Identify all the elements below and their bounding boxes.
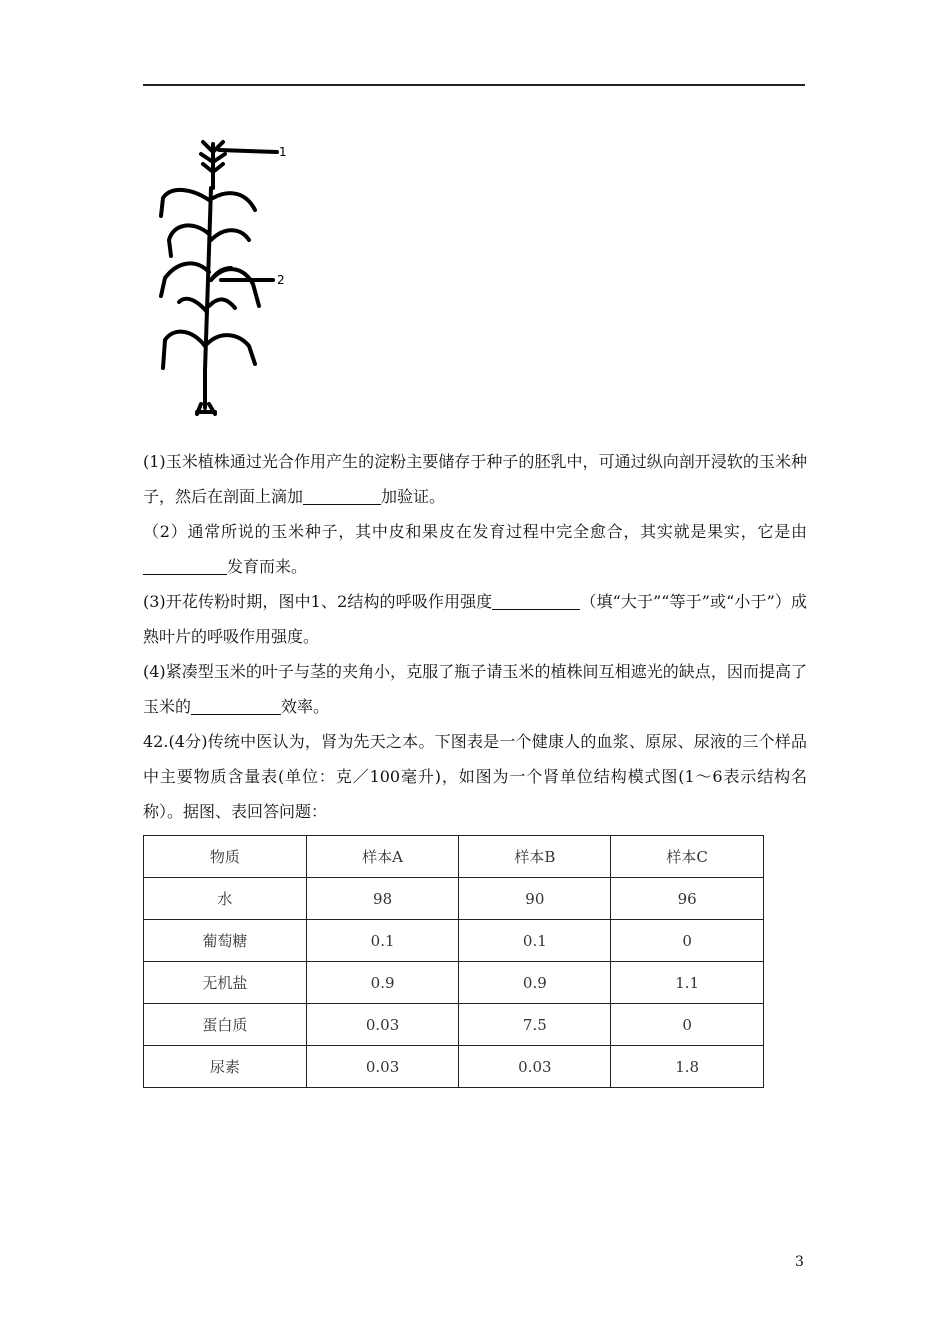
q41-2-text-before: （2）通常所说的玉米种子，其中皮和果皮在发育过程中完全愈合，其实就是果实，它是由 [143, 522, 807, 541]
table-cell: 0.03 [306, 1004, 459, 1046]
table-cell: 蛋白质 [144, 1004, 307, 1046]
answer-blank-3[interactable] [492, 591, 580, 610]
table-row [144, 920, 764, 962]
table-cell: 0.1 [306, 920, 459, 962]
table-header-cell: 样本B [459, 836, 611, 878]
table-cell: 90 [459, 878, 611, 920]
q41-4-text-after: 效率。 [281, 697, 330, 716]
table-cell: 1.1 [611, 962, 764, 1004]
header-rule [143, 84, 805, 86]
table-row [144, 1004, 764, 1046]
table-header-row [144, 836, 764, 878]
table-cell: 葡萄糖 [144, 920, 307, 962]
table-cell: 96 [611, 878, 764, 920]
q41-4-text-before: (4)紧凑型玉米的叶子与茎的夹角小，克服了瓶子请玉米的植株间互相遮光的缺点，因而提高了玉米的 [143, 662, 807, 716]
table-cell: 0.9 [306, 962, 459, 1004]
table-row [144, 878, 764, 920]
q41-2-text-after: 发育而来。 [227, 557, 308, 576]
q41-1-text-before: (1)玉米植株通过光合作用产生的淀粉主要储存于种子的胚乳中，可通过纵向剖开浸软的玉米种子，然后在剖面上滴加 [143, 452, 807, 506]
substance-content-table [143, 835, 764, 1088]
question-41-part-4 [143, 654, 807, 724]
figure-label-2: 2 [277, 273, 285, 287]
answer-blank-4[interactable] [191, 696, 281, 715]
table-cell: 无机盐 [144, 962, 307, 1004]
table-cell: 98 [306, 878, 459, 920]
q41-1-text-after: 加验证。 [381, 487, 446, 506]
table-header-cell: 样本A [306, 836, 459, 878]
q41-3-text-before: (3)开花传粉时期，图中1、2结构的呼吸作用强度 [143, 592, 493, 611]
question-42: 42.(4分)传统中医认为，肾为先天之本。下图表是一个健康人的血浆、原尿、尿液的三个样品中主要物质含量表(单位：克／100毫升)，如图为一个肾单位结构模式图(1～6表示结构名称）。据图、表回答问题： [143, 732, 807, 821]
page-number: 3 [795, 1254, 804, 1270]
table-row [144, 962, 764, 1004]
table-header-cell: 物质 [144, 836, 307, 878]
question-41-part-3 [143, 584, 807, 654]
table-cell: 0 [611, 1004, 764, 1046]
figure-label-1: 1 [279, 145, 287, 159]
table-row [144, 1046, 764, 1088]
table-cell: 0 [611, 920, 764, 962]
table-cell: 水 [144, 878, 307, 920]
corn-plant-figure [155, 130, 295, 422]
table-cell: 0.9 [459, 962, 611, 1004]
table-cell: 0.1 [459, 920, 611, 962]
table-cell: 0.03 [459, 1046, 611, 1088]
table-cell: 7.5 [459, 1004, 611, 1046]
question-41-part-1 [143, 444, 807, 514]
answer-blank-2[interactable] [143, 556, 227, 575]
table-header-cell: 样本C [611, 836, 764, 878]
table-cell: 1.8 [611, 1046, 764, 1088]
q41-3-text-after: （填“大于”“等于”或“小于”）成熟叶片的呼吸作用强度。 [143, 592, 807, 646]
table-cell: 0.03 [306, 1046, 459, 1088]
question-41-part-2 [143, 514, 807, 584]
answer-blank-1[interactable] [303, 486, 381, 505]
table-cell: 尿素 [144, 1046, 307, 1088]
